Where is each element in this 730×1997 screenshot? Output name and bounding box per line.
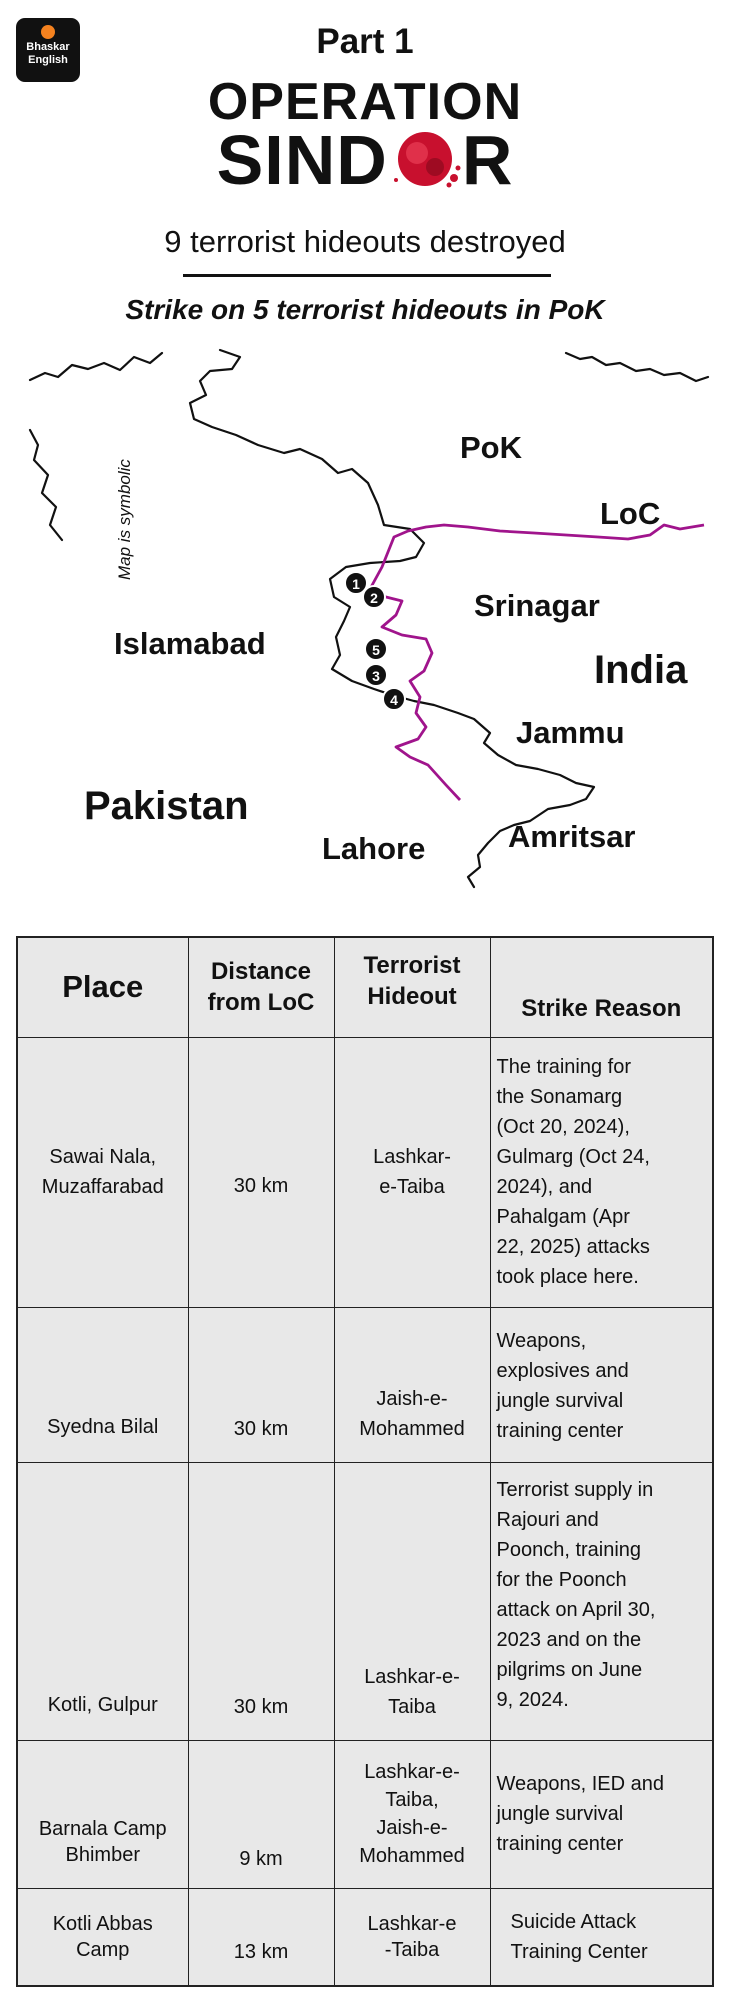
- header-hideout: [334, 937, 490, 1037]
- cell-place: Kotli Abbas Camp: [17, 1888, 188, 1986]
- header-distance: [188, 937, 334, 1037]
- logo-line-1: Bhaskar: [26, 41, 70, 53]
- cell-reason: The training for the Sonamarg (Oct 20, 2024), Gulmarg (Oct 24, 2024), and Pahalgam (Apr 22, 2025) attacks took place here.: [490, 1037, 713, 1307]
- header-hideout-line-1: Terrorist: [363, 952, 461, 979]
- title-line-1: OPERATION: [207, 73, 523, 131]
- table-header-row: [17, 937, 713, 1037]
- border-northeast: [566, 353, 708, 381]
- marker-2: 2: [370, 590, 378, 606]
- header-reason: Strike Reason: [490, 937, 713, 1037]
- marker-4: 4: [390, 692, 398, 708]
- symbolic-map: [0, 335, 730, 895]
- table-row: [17, 1037, 713, 1307]
- label-pakistan: Pakistan: [84, 784, 249, 828]
- divider: [183, 274, 551, 277]
- cell-hideout: Lashkar-e- Taiba: [334, 1462, 490, 1740]
- cell-reason: Suicide Attack Training Center: [490, 1888, 713, 1986]
- marker-3: 3: [372, 668, 380, 684]
- subtitle: 9 terrorist hideouts destroyed: [164, 224, 566, 259]
- border-north: [30, 353, 162, 380]
- label-lahore: Lahore: [322, 831, 426, 866]
- strike-heading: Strike on 5 terrorist hideouts in PoK: [125, 294, 605, 325]
- cell-hideout: Lashkar-e -Taiba: [334, 1888, 490, 1986]
- part-label: Part 1: [316, 22, 414, 61]
- cell-hideout: Jaish-e- Mohammed: [334, 1307, 490, 1462]
- label-srinagar: Srinagar: [474, 588, 600, 623]
- cell-place: Sawai Nala, Muzaffarabad: [17, 1037, 188, 1307]
- label-amritsar: Amritsar: [508, 819, 636, 854]
- title-line-2: [0, 121, 730, 199]
- map-note: Map is symbolic: [115, 459, 134, 580]
- cell-place: Barnala Camp Bhimber: [17, 1740, 188, 1888]
- header-hideout-line-2: Hideout: [367, 983, 457, 1010]
- label-islamabad: Islamabad: [114, 626, 266, 661]
- label-india: India: [594, 648, 688, 692]
- logo-line-2: English: [28, 54, 68, 66]
- table-row: [17, 1307, 713, 1462]
- cell-distance: 30 km: [188, 1037, 334, 1307]
- cell-distance: 13 km: [188, 1888, 334, 1986]
- hideouts-table: [16, 936, 714, 1987]
- table-row: [17, 1740, 713, 1888]
- cell-distance: 30 km: [188, 1462, 334, 1740]
- cell-place: Syedna Bilal: [17, 1307, 188, 1462]
- table-row: [17, 1888, 713, 1986]
- header-distance-line-1: Distance: [210, 958, 312, 986]
- cell-hideout: Lashkar- e-Taiba: [334, 1037, 490, 1307]
- label-jammu: Jammu: [516, 715, 625, 750]
- cell-reason: Weapons, explosives and jungle survival training center: [490, 1307, 713, 1462]
- title-line-2-end: R: [461, 121, 514, 199]
- cell-reason: Weapons, IED and jungle survival training center: [490, 1740, 713, 1888]
- label-pok: PoK: [460, 430, 522, 465]
- header-place: Place: [17, 937, 188, 1037]
- cell-distance: 9 km: [188, 1740, 334, 1888]
- cell-hideout: Lashkar-e- Taiba, Jaish-e- Mohammed: [334, 1740, 490, 1888]
- marker-5: 5: [372, 642, 380, 658]
- sindoor-powder-icon: [388, 130, 462, 188]
- title-line-2-start: SIND: [216, 121, 388, 199]
- label-loc: LoC: [600, 496, 661, 531]
- table-row: [17, 1462, 713, 1740]
- header-distance-line-2: from LoC: [207, 989, 315, 1017]
- cell-place: Kotli, Gulpur: [17, 1462, 188, 1740]
- marker-1: 1: [352, 576, 360, 592]
- cell-distance: 30 km: [188, 1307, 334, 1462]
- border-west: [30, 430, 62, 540]
- cell-reason: Terrorist supply in Rajouri and Poonch, training for the Poonch attack on April 30, 2023 and on the pilgrims on June 9, 2024.: [490, 1462, 713, 1740]
